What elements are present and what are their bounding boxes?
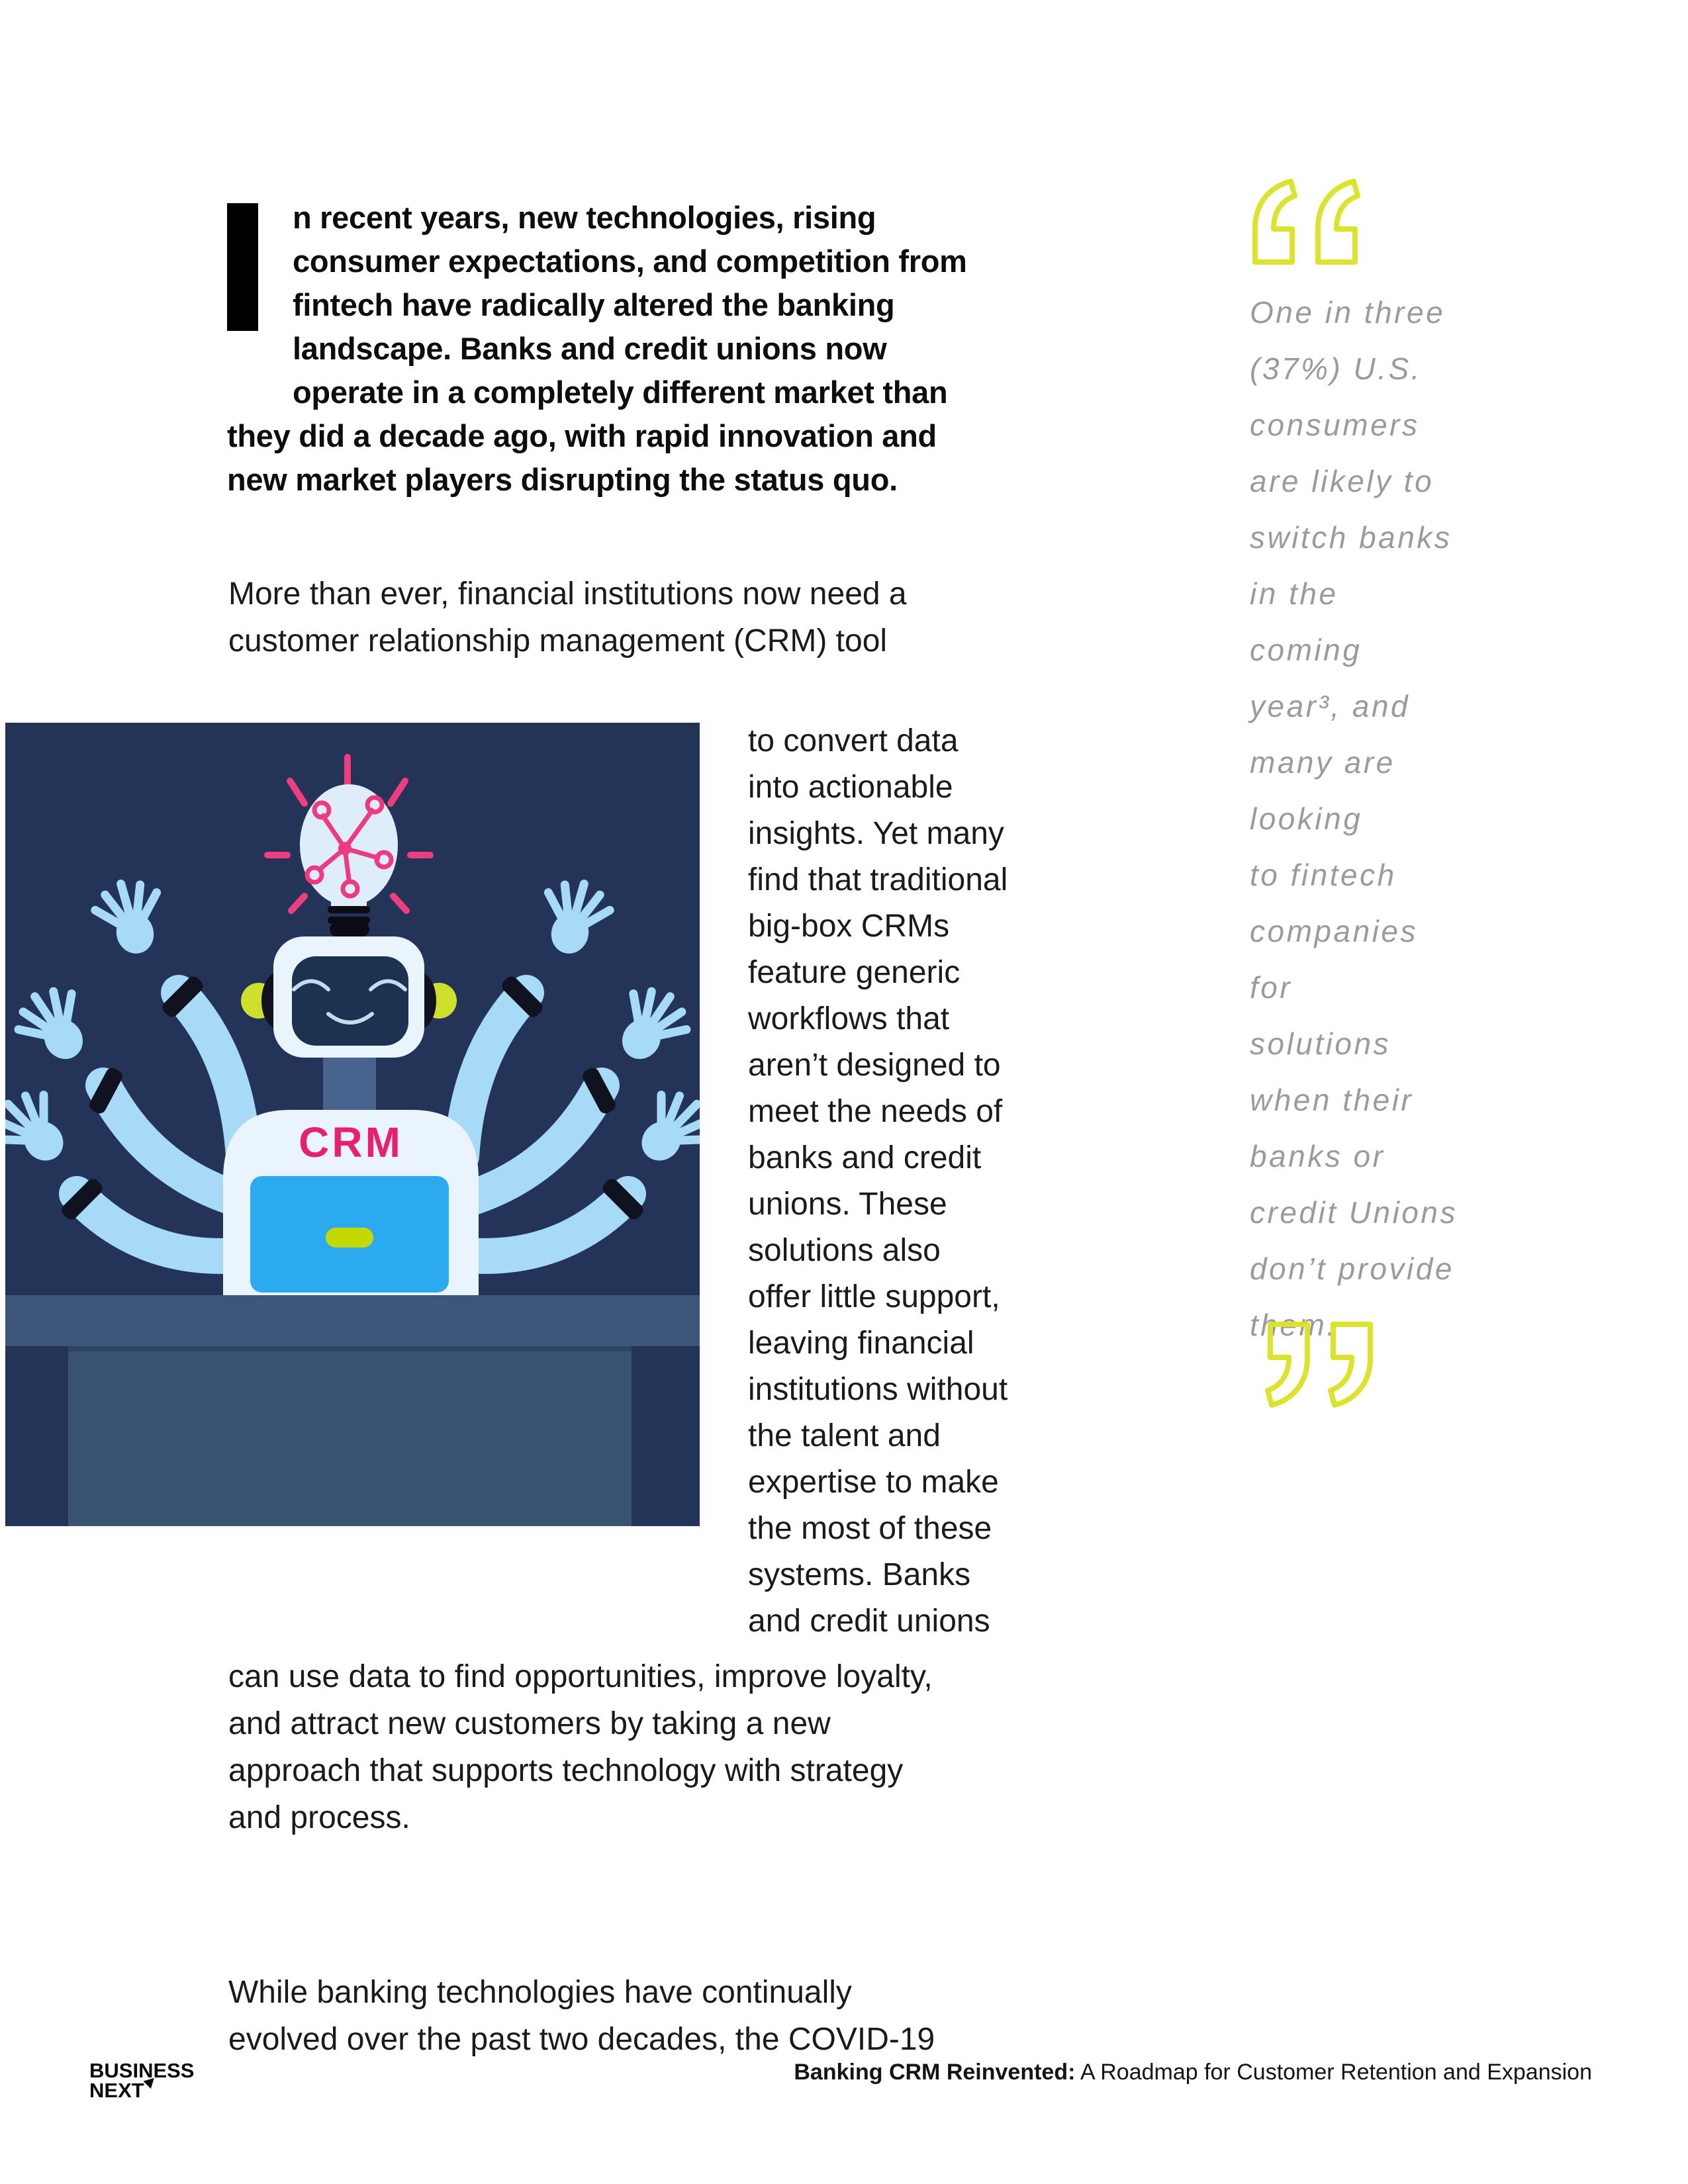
desk-surface xyxy=(5,1295,700,1346)
body-paragraph-lead xyxy=(228,570,907,664)
text-line: them. xyxy=(1250,1308,1338,1342)
text-line: to convert data xyxy=(748,723,959,758)
text-line: unions. These xyxy=(748,1187,947,1222)
text-line: banks and credit xyxy=(748,1140,982,1175)
logo-line-1: BUSINESS xyxy=(89,2059,195,2082)
text-line: looking xyxy=(1250,801,1363,836)
text-line: find that traditional xyxy=(748,862,1008,897)
crm-label: CRM xyxy=(299,1118,403,1166)
text-line: banks or xyxy=(1250,1139,1385,1173)
text-line: meet the needs of xyxy=(748,1094,1003,1129)
text-line: and process. xyxy=(228,1800,410,1835)
text-line: consumers xyxy=(1250,408,1420,442)
desk xyxy=(5,1295,700,1526)
intro-paragraph xyxy=(227,196,967,502)
text-line: into actionable xyxy=(748,770,953,805)
text-line: don’t provide xyxy=(1250,1251,1454,1286)
robot-face-screen xyxy=(292,956,408,1046)
body-paragraph-wrapped xyxy=(748,718,1008,1645)
text-line: are likely to xyxy=(1250,464,1434,498)
text-line: they did a decade ago, with rapid innovation and xyxy=(227,418,937,453)
businessnext-logo xyxy=(89,2061,194,2101)
text-line: and credit unions xyxy=(748,1604,990,1639)
text-line: in the xyxy=(1250,576,1338,611)
text-line: feature generic xyxy=(748,955,961,990)
desk-seam xyxy=(68,1346,632,1351)
text-line: leaving financial xyxy=(748,1326,974,1361)
open-quote-icon xyxy=(1250,177,1376,266)
footer-document-title xyxy=(794,2060,1592,2085)
text-line: aren’t designed to xyxy=(748,1048,1001,1083)
text-line: can use data to find opportunities, improve loyalty, xyxy=(228,1659,933,1694)
text-line: systems. Banks xyxy=(748,1557,971,1592)
text-line: institutions without xyxy=(748,1372,1008,1407)
pull-quote xyxy=(1250,285,1620,1353)
text-line: More than ever, financial institutions now need a xyxy=(228,576,907,612)
robot-crm-illustration xyxy=(5,723,700,1526)
body-paragraph-tail xyxy=(228,1653,933,1841)
text-line: customer relationship management (CRM) tool xyxy=(228,623,888,659)
text-line: big-box CRMs xyxy=(748,909,950,944)
text-line: new market players disrupting the status quo. xyxy=(227,462,898,497)
close-quote-icon xyxy=(1250,1320,1376,1409)
text-line: switch banks xyxy=(1250,520,1452,555)
text-line: many are xyxy=(1250,745,1395,780)
text-line: operate in a completely different market than xyxy=(293,375,948,410)
text-line: the most of these xyxy=(748,1511,992,1546)
text-line: evolved over the past two decades, the COVID-19 xyxy=(228,2022,935,2057)
text-line: fintech have radically altered the banking xyxy=(293,287,895,322)
logo-line-2: NEXT xyxy=(89,2081,194,2101)
text-line: companies xyxy=(1250,914,1418,948)
robot-head xyxy=(273,936,424,1058)
text-line: and attract new customers by taking a new xyxy=(228,1706,831,1741)
text-line: to fintech xyxy=(1250,858,1397,892)
text-line: coming xyxy=(1250,633,1362,667)
text-line: credit Unions xyxy=(1250,1195,1458,1230)
text-line: n recent years, new technologies, rising xyxy=(293,200,876,235)
text-line: One in three xyxy=(1250,295,1446,330)
footer-title-bold: Banking CRM Reinvented: xyxy=(794,2060,1076,2085)
text-line: approach that supports technology with strategy xyxy=(228,1753,904,1788)
text-line: offer little support, xyxy=(748,1279,1000,1314)
text-line: consumer expectations, and competition from xyxy=(293,244,967,279)
text-line: when their xyxy=(1250,1083,1414,1117)
text-line: solutions xyxy=(1250,1026,1391,1061)
text-line: solutions also xyxy=(748,1233,941,1268)
body-paragraph-3 xyxy=(228,1969,935,2063)
text-line: landscape. Banks and credit unions now xyxy=(293,331,887,366)
text-line: expertise to make xyxy=(748,1465,999,1500)
text-line: workflows that xyxy=(748,1001,950,1036)
text-line: for xyxy=(1250,970,1293,1005)
desk-pedestal xyxy=(68,1351,632,1526)
footer-title-rest: A Roadmap for Customer Retention and Expansion xyxy=(1075,2060,1592,2085)
text-line: While banking technologies have continually xyxy=(228,1975,852,2010)
robot-body xyxy=(223,1110,479,1325)
text-line: year³, and xyxy=(1250,689,1411,723)
text-line: (37%) U.S. xyxy=(1250,351,1422,386)
text-line: insights. Yet many xyxy=(748,816,1004,851)
text-line: the talent and xyxy=(748,1418,941,1453)
laptop-logo xyxy=(326,1228,373,1248)
